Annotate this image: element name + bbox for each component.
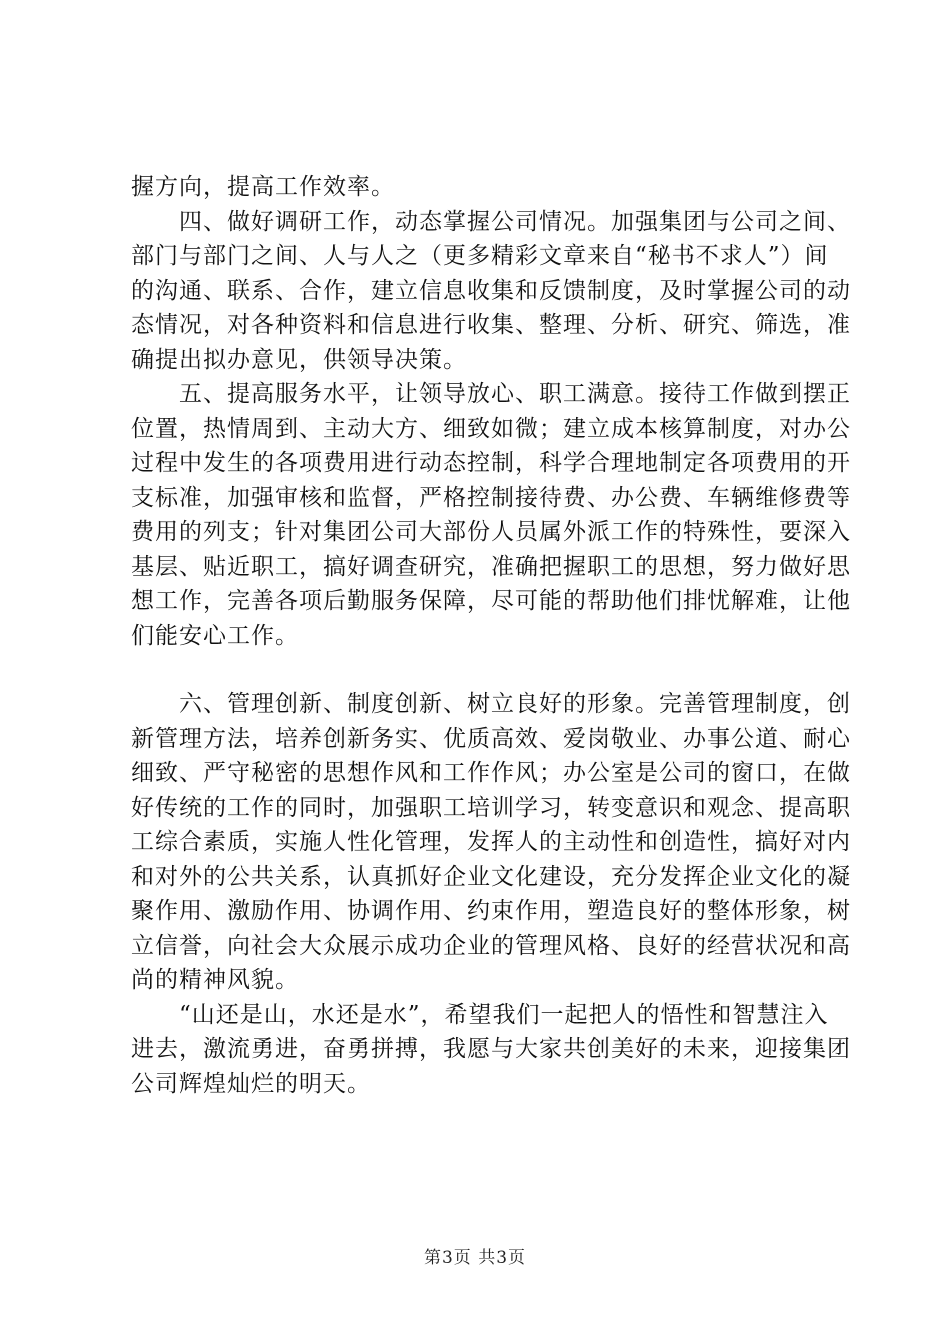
- page-number-footer: 第3页 共3页: [423, 1248, 527, 1268]
- paragraph-service-level: 五、提高服务水平，让领导放心、职工满意。接待工作做到摆正位置，热情周到、主动大方、细致如微；建立成本核算制度，对办公过程中发生的各项费用进行动态控制，科学合理地制定各项费用的开支标准，加强审核和监督，严格控制接待费、办公费、车辆维修费等费用的列支；针对集团公司大部份人员属外派工作的特殊性，要深入基层、贴近职工，搞好调查研究，准确把握职工的思想，努力做好思想工作，完善各项后勤服务保障，尽可能的帮助他们排忧解难，让他们能安心工作。: [131, 381, 851, 649]
- document-body: [131, 170, 851, 1101]
- paragraph-management-innovation: 六、管理创新、制度创新、树立良好的形象。完善管理制度，创新管理方法，培养创新务实、优质高效、爱岗敬业、办事公道、耐心细致、严守秘密的思想作风和工作作风；办公室是公司的窗口，在做好传统的工作的同时，加强职工培训学习，转变意识和观念、提高职工综合素质，实施人性化管理，发挥人的主动性和创造性，搞好对内和对外的公共关系，认真抓好企业文化建设，充分发挥企业文化的凝聚作用、激励作用、协调作用、约束作用，塑造良好的整体形象，树立信誉，向社会大众展示成功企业的管理风格、良好的经营状况和高尚的精神风貌。: [131, 691, 851, 993]
- paragraph-research-work: 四、做好调研工作，动态掌握公司情况。加强集团与公司之间、部门与部门之间、人与人之（更多精彩文章来自“秘书不求人”）间的沟通、联系、合作，建立信息收集和反馈制度，及时掌握公司的动态情况，对各种资料和信息进行收集、整理、分析、研究、筛选，准确提出拟办意见，供领导决策。: [131, 208, 851, 373]
- paragraph-continuation: 握方向，提高工作效率。: [131, 174, 395, 200]
- paragraph-closing: “山还是山，水还是水”，希望我们一起把人的悟性和智慧注入进去，激流勇进，奋勇拼搏，我愿与大家共创美好的未来，迎接集团公司辉煌灿烂的明天。: [131, 1001, 851, 1097]
